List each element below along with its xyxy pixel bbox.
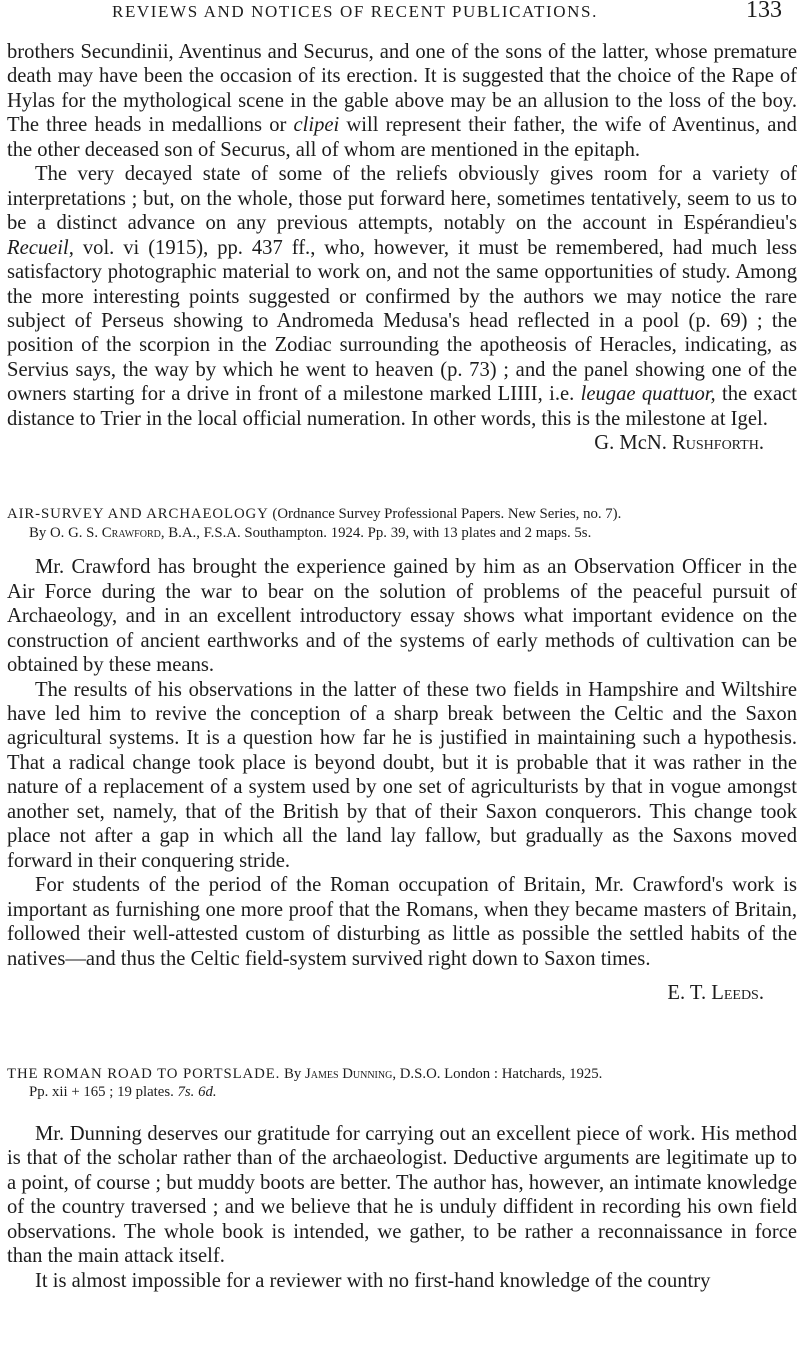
review2-byline [7,524,797,543]
page-number: 133 [746,0,782,23]
review1-p2-italic-2: leugae quattuor, [580,383,716,406]
review1-p1-end: will represent their father, the wife of Aventinus, and the other deceased son of Securus, all of whom are mentioned in the epitaph. [7,114,797,161]
review1-p1-italic: clipei [293,114,340,137]
review2-paragraph-1: Mr. Crawford has brought the experience gained by him as an Observation Officer in the Air Force during the war to bear on the solution of problems of the peaceful pursuit of Archaeology, and in an excellent introductory essay shows what important evidence on the construction of ancient earthworks and of the systems of early methods of cultivation can be obtained by these means. [7,556,797,677]
review2-signature-name: Leeds. [711,981,764,1004]
review1-signature-name: Rushforth. [672,432,764,455]
review2-byline-by: By [29,524,47,541]
review1-p2-text-b: vol. vi (1915), pp. 437 ff., who, however, it must be remembered, had much less satisfactory photographic material to work on, and not the same opportunities of study. Among the more interesting points suggested or confirmed by the authors we may notice the rare subject of Perseus showing to Andromeda Medusa's head reflected in a pool (p. 69) ; the position of the scorpion in the Zodiac surrounding the apotheosis of Heracles, indicating, as Servius says, the way by which he went to heaven (p. 73) ; and the panel showing one of the owners starting for a drive in front of a milestone marked LIIII, i.e. [7,236,798,406]
review2-heading [7,505,797,542]
review3-paragraph-2: It is almost impossible for a reviewer with no first-hand knowledge of the country [35,1269,711,1292]
review2-signature [7,981,797,1005]
review3-paragraph-1: Mr. Dunning deserves our gratitude for carrying out an excellent piece of work. His method is that of the scholar rather than of the archaeologist. Deductive arguments are legitimate up to a point, of course ; but muddy boots are better. The author has, however, an intimate knowledge of the country traversed ; and we believe that he is unduly diffident in recording his own field observations. The whole book is intended, we gather, to be rather a reconnaissance in force than the main attack itself. [7,1122,797,1268]
review1-paragraph-1 [7,40,797,162]
running-title: REVIEWS AND NOTICES OF RECENT PUBLICATIONS. [112,2,598,21]
review3-title: THE ROMAN ROAD TO PORTSLADE. [7,1065,281,1082]
review2-author: O. G. S. Crawford, [49,524,165,541]
review3-byline-by: By [283,1065,302,1082]
review3-price-shillings: 7s. [177,1084,195,1101]
review2-series: (Ordnance Survey Professional Papers. New Series, no. 7). [272,506,622,523]
review2-signature-initials: E. T. [667,981,707,1004]
review3-heading [7,1065,797,1102]
review2-paragraph-3: For students of the period of the Roman occupation of Britain, Mr. Crawford's work is important as furnishing one more proof that the Romans, when they became masters of Britain, followed their well-attested custom of disturbing as little as possible the settled habits of the natives—and thus the Celtic field-system survived right down to Saxon times. [7,874,797,970]
review3-details-a: D.S.O. London : Hatchards, 1925. [399,1065,603,1082]
review1-p1-text: brothers Secundinii, Aventinus and Securus, and one of the sons of the latter, whose premature death may have been the occasion of its erection. It is suggested that the choice of the Rape of Hylas for the mythological scene in the gable above may be an allusion to the loss of the boy. The three heads in medallions or [7,41,797,137]
review2-title: AIR-SURVEY AND ARCHAEOLOGY [7,506,269,523]
review3-details-line-2 [7,1083,797,1102]
review1-paragraph-2 [7,162,797,431]
review3-details-b: Pp. xii + 165 ; 19 plates. [29,1084,174,1101]
review1-p2-text-a: The very decayed state of some of the reliefs obviously gives room for a variety of interpretations ; but, on the whole, those put forward here, sometimes tentatively, seem to us to be a distinct advance on any previous attempts, notably on the account in Espérandieu's [7,163,797,235]
review1-p2-text-c: the exact distance to Trier in the local official numeration. In other words, this is the milestone at Igel. [7,383,797,430]
review1-signature [7,431,797,455]
review2-paragraph-2: The results of his observations in the latter of these two fields in Hampshire and Wiltshire have led him to revive the conception of a sharp break between the Celtic and the Saxon agricultural systems. It is a question how far he is justified in maintaining such a hypothesis. That a radical change took place is beyond doubt, but it is probable that it was rather in the nature of a replacement of a system used by one set of agriculturists by that in vogue amongst another set, namely, that of the British by that of their Saxon conquerors. This change took place not after a gap in which all the land lay fallow, but gradually as the Saxons moved forward in their conquering stride. [7,678,797,872]
review2-details: B.A., F.S.A. Southampton. 1924. Pp. 39, with 13 plates and 2 maps. 5s. [168,524,592,541]
review3-price-pence: 6d. [198,1084,217,1101]
review1-p2-italic: Recueil, [7,236,74,259]
running-head [0,0,800,26]
review3-author: James Dunning, [304,1065,397,1082]
review1-signature-initials: G. McN. [594,432,667,455]
page-body [7,40,797,1293]
